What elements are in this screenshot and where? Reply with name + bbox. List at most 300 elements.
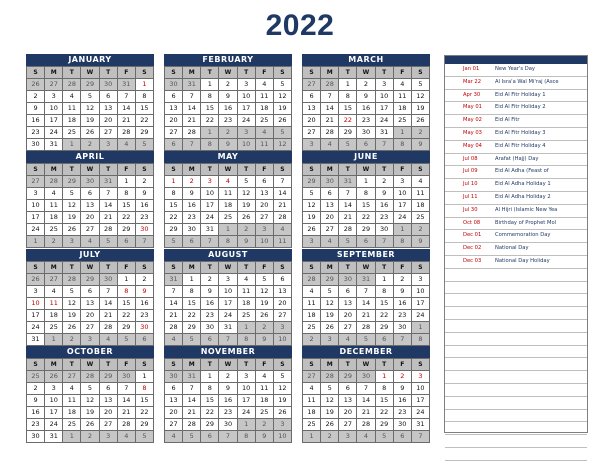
day-cell: 17 [219, 298, 237, 310]
day-cell: 17 [238, 103, 256, 115]
day-cell: 28 [100, 224, 118, 236]
day-cell: 10 [45, 395, 63, 407]
month-title: JANUARY [26, 54, 154, 66]
adjacent-month-day-cell: 2 [81, 139, 99, 151]
adjacent-month-day-cell: 12 [274, 139, 292, 151]
day-cell: 1 [183, 274, 201, 286]
adjacent-month-day-cell: 4 [321, 139, 339, 151]
adjacent-month-day-cell: 7 [201, 236, 219, 248]
adjacent-month-day-cell: 30 [100, 274, 118, 286]
month-march [302, 54, 430, 151]
weekday-header: F [256, 67, 274, 79]
day-cell: 9 [357, 91, 375, 103]
adjacent-month-day-cell: 6 [165, 139, 183, 151]
day-cell: 29 [376, 322, 394, 334]
weekday-header: F [256, 164, 274, 176]
day-cell: 16 [136, 200, 154, 212]
day-cell: 2 [219, 79, 237, 91]
day-cell: 25 [63, 127, 81, 139]
day-cell: 13 [81, 298, 99, 310]
weekday-header: S [412, 359, 430, 371]
month-title: DECEMBER [302, 346, 430, 358]
day-cell: 23 [201, 310, 219, 322]
day-cell: 9 [27, 103, 45, 115]
month-title: MAY [164, 151, 292, 163]
weekday-header: W [219, 359, 237, 371]
day-cell: 14 [118, 395, 136, 407]
day-cell: 30 [219, 419, 237, 431]
day-cell: 20 [303, 115, 321, 127]
holiday-row [445, 102, 587, 115]
weekday-header: W [219, 164, 237, 176]
adjacent-month-day-cell: 1 [303, 431, 321, 443]
day-cell: 28 [165, 322, 183, 334]
day-cell: 8 [357, 188, 375, 200]
day-cell: 17 [45, 407, 63, 419]
day-cell: 24 [27, 322, 45, 334]
day-cell: 21 [274, 200, 292, 212]
day-cell: 11 [238, 286, 256, 298]
month-grid [26, 358, 154, 443]
day-cell: 1 [376, 371, 394, 383]
holiday-date: May 04 [463, 142, 482, 149]
day-cell: 12 [256, 286, 274, 298]
adjacent-month-day-cell: 30 [165, 79, 183, 91]
weekday-header: T [63, 262, 81, 274]
day-cell: 20 [256, 200, 274, 212]
weekday-header: T [201, 164, 219, 176]
holiday-row [445, 128, 587, 141]
adjacent-month-day-cell: 3 [274, 322, 292, 334]
holiday-name: Eid Al Adha Holiday 1 [495, 181, 551, 188]
adjacent-month-day-cell: 6 [118, 236, 136, 248]
adjacent-month-day-cell: 4 [100, 334, 118, 346]
day-cell: 25 [256, 407, 274, 419]
day-cell: 11 [412, 188, 430, 200]
day-cell: 26 [321, 322, 339, 334]
day-cell: 25 [412, 212, 430, 224]
day-cell: 3 [376, 79, 394, 91]
adjacent-month-day-cell: 2 [63, 334, 81, 346]
adjacent-month-day-cell: 4 [118, 139, 136, 151]
adjacent-month-day-cell: 3 [256, 224, 274, 236]
day-cell: 4 [412, 176, 430, 188]
day-cell: 26 [412, 115, 430, 127]
weekday-header: F [394, 262, 412, 274]
day-cell: 13 [100, 395, 118, 407]
weekday-header: S [165, 262, 183, 274]
day-cell: 29 [357, 224, 375, 236]
holiday-blank-row [445, 422, 587, 435]
day-cell: 10 [238, 91, 256, 103]
day-cell: 10 [376, 91, 394, 103]
weekday-header: S [274, 164, 292, 176]
day-cell: 9 [219, 91, 237, 103]
day-cell: 9 [219, 383, 237, 395]
weekday-header: F [394, 359, 412, 371]
adjacent-month-day-cell: 7 [376, 139, 394, 151]
day-cell: 10 [219, 286, 237, 298]
day-cell: 5 [81, 91, 99, 103]
month-grid [164, 66, 292, 151]
adjacent-month-day-cell: 4 [256, 127, 274, 139]
day-cell: 26 [63, 224, 81, 236]
day-cell: 13 [165, 395, 183, 407]
holiday-date: May 01 [463, 104, 482, 111]
holiday-row [445, 256, 587, 269]
day-cell: 9 [136, 188, 154, 200]
day-cell: 15 [136, 103, 154, 115]
month-october [26, 346, 154, 443]
day-cell: 11 [45, 200, 63, 212]
day-cell: 31 [27, 334, 45, 346]
day-cell: 14 [100, 298, 118, 310]
day-cell: 23 [136, 310, 154, 322]
day-cell: 6 [100, 383, 118, 395]
adjacent-month-day-cell: 2 [256, 419, 274, 431]
day-cell: 7 [357, 286, 375, 298]
day-cell: 10 [27, 298, 45, 310]
weekday-header: S [412, 262, 430, 274]
day-cell: 11 [394, 91, 412, 103]
day-cell: 22 [118, 212, 136, 224]
day-cell: 29 [183, 322, 201, 334]
day-cell: 15 [136, 395, 154, 407]
day-cell: 25 [63, 419, 81, 431]
adjacent-month-day-cell: 1 [201, 127, 219, 139]
day-cell: 4 [45, 286, 63, 298]
day-cell: 7 [357, 383, 375, 395]
day-cell: 25 [303, 322, 321, 334]
day-cell: 11 [303, 298, 321, 310]
day-cell: 23 [27, 419, 45, 431]
weekday-header: T [376, 67, 394, 79]
adjacent-month-day-cell: 10 [238, 139, 256, 151]
day-cell: 16 [219, 103, 237, 115]
holiday-blank-row [445, 269, 587, 282]
day-cell: 2 [136, 274, 154, 286]
day-cell: 15 [376, 395, 394, 407]
month-grid [302, 261, 430, 346]
day-cell: 19 [412, 103, 430, 115]
day-cell: 3 [45, 383, 63, 395]
weekday-header: S [27, 262, 45, 274]
adjacent-month-day-cell: 4 [81, 236, 99, 248]
day-cell: 16 [219, 395, 237, 407]
adjacent-month-day-cell: 11 [274, 236, 292, 248]
day-cell: 25 [45, 322, 63, 334]
day-cell: 18 [256, 395, 274, 407]
day-cell: 15 [118, 298, 136, 310]
day-cell: 1 [376, 274, 394, 286]
adjacent-month-day-cell: 31 [339, 176, 357, 188]
day-cell: 28 [357, 322, 375, 334]
month-title: MARCH [302, 54, 430, 66]
day-cell: 7 [100, 286, 118, 298]
adjacent-month-day-cell: 2 [412, 127, 430, 139]
day-cell: 13 [81, 200, 99, 212]
adjacent-month-day-cell: 29 [100, 371, 118, 383]
weekday-header: W [357, 359, 375, 371]
adjacent-month-day-cell: 29 [81, 274, 99, 286]
day-cell: 22 [136, 407, 154, 419]
day-cell: 3 [394, 176, 412, 188]
holiday-blank-row [445, 307, 587, 320]
day-cell: 12 [81, 103, 99, 115]
adjacent-month-day-cell: 1 [412, 322, 430, 334]
day-cell: 1 [339, 79, 357, 91]
adjacent-month-day-cell: 1 [63, 431, 81, 443]
day-cell: 17 [394, 200, 412, 212]
day-cell: 23 [183, 212, 201, 224]
month-grid [26, 66, 154, 151]
adjacent-month-day-cell: 4 [339, 334, 357, 346]
adjacent-month-day-cell: 30 [100, 79, 118, 91]
weekday-header: T [63, 164, 81, 176]
adjacent-month-day-cell: 6 [183, 236, 201, 248]
adjacent-month-day-cell: 2 [219, 127, 237, 139]
holiday-list-header-bar [445, 56, 587, 64]
day-cell: 20 [165, 115, 183, 127]
holiday-name: Eid Al Adha (Feast of [495, 168, 549, 175]
holiday-row [445, 64, 587, 77]
adjacent-month-day-cell: 29 [339, 371, 357, 383]
day-cell: 20 [339, 407, 357, 419]
adjacent-month-day-cell: 28 [303, 274, 321, 286]
weekday-header: W [357, 164, 375, 176]
day-cell: 4 [303, 383, 321, 395]
day-cell: 30 [27, 431, 45, 443]
day-cell: 10 [238, 383, 256, 395]
day-cell: 22 [376, 407, 394, 419]
day-cell: 4 [45, 188, 63, 200]
day-cell: 1 [118, 176, 136, 188]
day-cell: 28 [183, 419, 201, 431]
day-cell: 29 [136, 419, 154, 431]
adjacent-month-day-cell: 3 [63, 236, 81, 248]
month-august [164, 249, 292, 346]
day-cell: 19 [81, 407, 99, 419]
adjacent-month-day-cell: 4 [165, 431, 183, 443]
adjacent-month-day-cell: 30 [357, 371, 375, 383]
day-cell: 13 [256, 188, 274, 200]
adjacent-month-day-cell: 2 [81, 431, 99, 443]
day-cell: 17 [45, 115, 63, 127]
day-cell: 13 [274, 286, 292, 298]
day-cell: 7 [165, 286, 183, 298]
day-cell: 27 [339, 322, 357, 334]
day-cell: 11 [219, 188, 237, 200]
day-cell: 19 [321, 310, 339, 322]
day-cell: 8 [136, 383, 154, 395]
day-cell: 16 [136, 298, 154, 310]
month-september [302, 249, 430, 346]
day-cell: 14 [165, 298, 183, 310]
holiday-date: Jan 01 [463, 66, 480, 72]
day-cell: 19 [274, 395, 292, 407]
day-cell: 14 [339, 200, 357, 212]
day-cell: 5 [238, 176, 256, 188]
day-cell: 15 [376, 298, 394, 310]
day-cell: 21 [100, 212, 118, 224]
month-grid [26, 261, 154, 346]
day-cell: 7 [183, 91, 201, 103]
day-cell: 22 [165, 212, 183, 224]
weekday-header: T [100, 67, 118, 79]
day-cell: 14 [321, 103, 339, 115]
day-cell: 21 [183, 407, 201, 419]
day-cell: 1 [136, 79, 154, 91]
day-cell: 23 [136, 212, 154, 224]
adjacent-month-day-cell: 5 [165, 236, 183, 248]
day-cell: 6 [339, 286, 357, 298]
day-cell: 8 [118, 286, 136, 298]
month-title: AUGUST [164, 249, 292, 261]
day-cell: 11 [256, 383, 274, 395]
adjacent-month-day-cell: 4 [321, 236, 339, 248]
day-cell: 7 [321, 91, 339, 103]
holiday-date: Jul 11 [463, 193, 478, 200]
holiday-name: National Day [495, 245, 529, 252]
day-cell: 28 [357, 419, 375, 431]
day-cell: 27 [100, 127, 118, 139]
day-cell: 31 [412, 419, 430, 431]
day-cell: 9 [376, 188, 394, 200]
day-cell: 7 [274, 176, 292, 188]
day-cell: 15 [201, 395, 219, 407]
adjacent-month-day-cell: 8 [394, 139, 412, 151]
day-cell: 12 [303, 200, 321, 212]
holiday-date: Jul 10 [463, 181, 478, 188]
weekday-header: M [183, 359, 201, 371]
day-cell: 29 [339, 127, 357, 139]
day-cell: 23 [27, 127, 45, 139]
adjacent-month-day-cell: 30 [165, 371, 183, 383]
weekday-header: T [339, 262, 357, 274]
day-cell: 2 [136, 176, 154, 188]
adjacent-month-day-cell: 5 [339, 236, 357, 248]
adjacent-month-day-cell: 27 [27, 176, 45, 188]
weekday-header: M [183, 164, 201, 176]
day-cell: 3 [201, 176, 219, 188]
day-cell: 3 [238, 371, 256, 383]
day-cell: 14 [357, 298, 375, 310]
day-cell: 2 [219, 371, 237, 383]
day-cell: 20 [81, 310, 99, 322]
day-cell: 2 [394, 274, 412, 286]
weekday-header: M [45, 262, 63, 274]
day-cell: 6 [274, 274, 292, 286]
holiday-date: Jul 30 [463, 206, 478, 213]
day-cell: 21 [165, 310, 183, 322]
day-cell: 15 [357, 200, 375, 212]
holiday-row [445, 243, 587, 256]
day-cell: 27 [274, 310, 292, 322]
holiday-row [445, 90, 587, 103]
day-cell: 19 [303, 212, 321, 224]
day-cell: 18 [63, 115, 81, 127]
adjacent-month-day-cell: 3 [339, 431, 357, 443]
day-cell: 12 [63, 200, 81, 212]
day-cell: 5 [274, 79, 292, 91]
adjacent-month-day-cell: 3 [303, 139, 321, 151]
day-cell: 12 [63, 298, 81, 310]
day-cell: 30 [183, 224, 201, 236]
day-cell: 31 [376, 127, 394, 139]
adjacent-month-day-cell: 3 [238, 127, 256, 139]
day-cell: 26 [274, 115, 292, 127]
day-cell: 14 [274, 188, 292, 200]
adjacent-month-day-cell: 5 [357, 334, 375, 346]
holiday-date: May 02 [463, 117, 482, 124]
day-cell: 18 [256, 103, 274, 115]
day-cell: 11 [63, 395, 81, 407]
day-cell: 15 [118, 200, 136, 212]
month-grid [302, 66, 430, 151]
day-cell: 11 [45, 298, 63, 310]
day-cell: 30 [27, 139, 45, 151]
adjacent-month-day-cell: 11 [256, 139, 274, 151]
day-cell: 26 [274, 407, 292, 419]
day-cell: 17 [201, 200, 219, 212]
day-cell: 16 [27, 115, 45, 127]
day-cell: 18 [394, 103, 412, 115]
day-cell: 16 [394, 395, 412, 407]
day-cell: 4 [238, 274, 256, 286]
day-cell: 27 [81, 224, 99, 236]
day-cell: 4 [256, 371, 274, 383]
weekday-header: M [321, 67, 339, 79]
day-cell: 28 [321, 127, 339, 139]
day-cell: 29 [118, 224, 136, 236]
day-cell: 4 [63, 383, 81, 395]
day-cell: 6 [100, 91, 118, 103]
adjacent-month-day-cell: 26 [27, 79, 45, 91]
weekday-header: T [201, 262, 219, 274]
adjacent-month-day-cell: 9 [412, 236, 430, 248]
day-cell: 1 [136, 371, 154, 383]
day-cell: 30 [201, 322, 219, 334]
adjacent-month-day-cell: 6 [201, 334, 219, 346]
day-cell: 3 [45, 91, 63, 103]
day-cell: 22 [201, 407, 219, 419]
day-cell: 7 [118, 91, 136, 103]
day-cell: 26 [303, 224, 321, 236]
month-title: OCTOBER [26, 346, 154, 358]
adjacent-month-day-cell: 2 [238, 224, 256, 236]
adjacent-month-day-cell: 10 [274, 431, 292, 443]
adjacent-month-day-cell: 8 [394, 236, 412, 248]
day-cell: 27 [321, 224, 339, 236]
day-cell: 3 [27, 286, 45, 298]
day-cell: 1 [165, 176, 183, 188]
adjacent-month-day-cell: 31 [118, 79, 136, 91]
day-cell: 11 [63, 103, 81, 115]
day-cell: 15 [339, 103, 357, 115]
weekday-header: S [303, 359, 321, 371]
weekday-header: S [136, 359, 154, 371]
adjacent-month-day-cell: 10 [256, 236, 274, 248]
day-cell: 8 [183, 286, 201, 298]
day-cell: 5 [63, 188, 81, 200]
day-cell: 17 [27, 310, 45, 322]
adjacent-month-day-cell: 26 [45, 371, 63, 383]
day-cell: 9 [27, 395, 45, 407]
day-cell: 13 [100, 103, 118, 115]
day-cell: 12 [274, 383, 292, 395]
adjacent-month-day-cell: 7 [219, 334, 237, 346]
adjacent-month-day-cell: 1 [63, 139, 81, 151]
